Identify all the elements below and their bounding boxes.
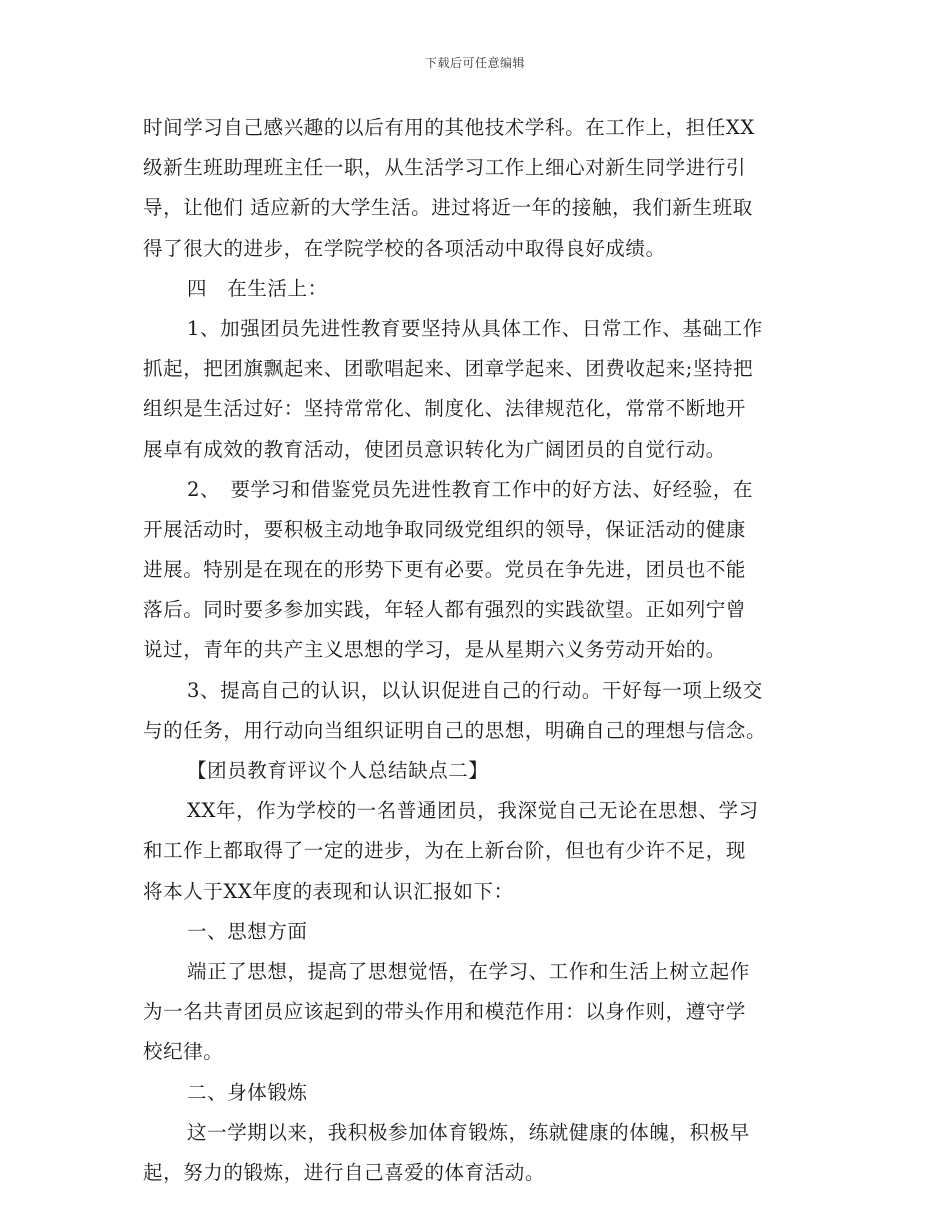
text-line: 开展活动时，要积极主动地争取同级党组织的领导，保证活动的健康	[143, 517, 747, 541]
text-line: 说过，青年的共产主义思想的学习，是从星期六义务劳动开始的。	[143, 638, 726, 662]
text-line: 起，努力的锻炼，进行自己喜爱的体育活动。	[143, 1160, 546, 1184]
text-line: 进展。特别是在现在的形势下更有必要。党员在争先进，团员也不能	[143, 558, 747, 582]
text-line: 与的任务，用行动向当组织证明自己的思想，明确自己的理想与信念。	[143, 718, 767, 742]
text-line: 一、思想方面	[187, 919, 308, 943]
text-line: 端正了思想，提高了思想觉悟，在学习、工作和生活上树立起作	[187, 959, 750, 983]
text-line: 二、身体锻炼	[187, 1080, 308, 1104]
text-line: 2、 要学习和借鉴党员先进性教育工作中的好方法、好经验，在	[187, 477, 754, 501]
page-header: 下载后可任意编辑	[424, 56, 525, 70]
text-line: 这一学期以来，我积极参加体育锻炼，练就健康的体魄，积极早	[187, 1120, 750, 1144]
text-line: 级新生班助理班主任一职，从生活学习工作上细心对新生同学进行引	[143, 156, 747, 180]
text-line: 四 在生活上：	[187, 276, 328, 300]
text-line: 校纪律。	[143, 1040, 224, 1064]
text-line: 得了很大的进步，在学院学校的各项活动中取得良好成绩。	[143, 236, 666, 260]
text-line: 落后。同时要多参加实践，年轻人都有强烈的实践欲望。正如列宁曾	[143, 598, 747, 622]
text-line: 时间学习自己感兴趣的以后有用的其他技术学科。在工作上，担任XX	[143, 116, 755, 139]
text-line: 导，让他们 适应新的大学生活。进过将近一年的接触，我们新生班取	[143, 196, 753, 220]
text-line: 展卓有成效的教育活动，使团员意识转化为广阔团员的自觉行动。	[143, 437, 726, 461]
document-body	[143, 108, 813, 1193]
text-line: 抓起，把团旗飘起来、团歌唱起来、团章学起来、团费收起来;坚持把	[143, 357, 754, 381]
text-line: 3、提高自己的认识，以认识促进自己的行动。干好每一项上级交	[187, 678, 763, 702]
text-line: 为一名共青团员应该起到的带头作用和模范作用：以身作则，遵守学	[143, 1000, 747, 1024]
text-line: 将本人于XX年度的表现和认识汇报如下：	[143, 879, 514, 903]
text-line: 1、加强团员先进性教育要坚持从具体工作、日常工作、基础工作	[187, 316, 763, 340]
text-line: 【团员教育评议个人总结缺点二】	[187, 759, 489, 782]
text-line: 组织是生活过好：坚持常常化、制度化、法律规范化，常常不断地开	[143, 397, 747, 421]
text-line: 和工作上都取得了一定的进步，为在上新台阶，但也有少许不足，现	[143, 839, 747, 863]
text-line: XX年，作为学校的一名普通团员，我深觉自己无论在思想、学习	[187, 799, 759, 823]
